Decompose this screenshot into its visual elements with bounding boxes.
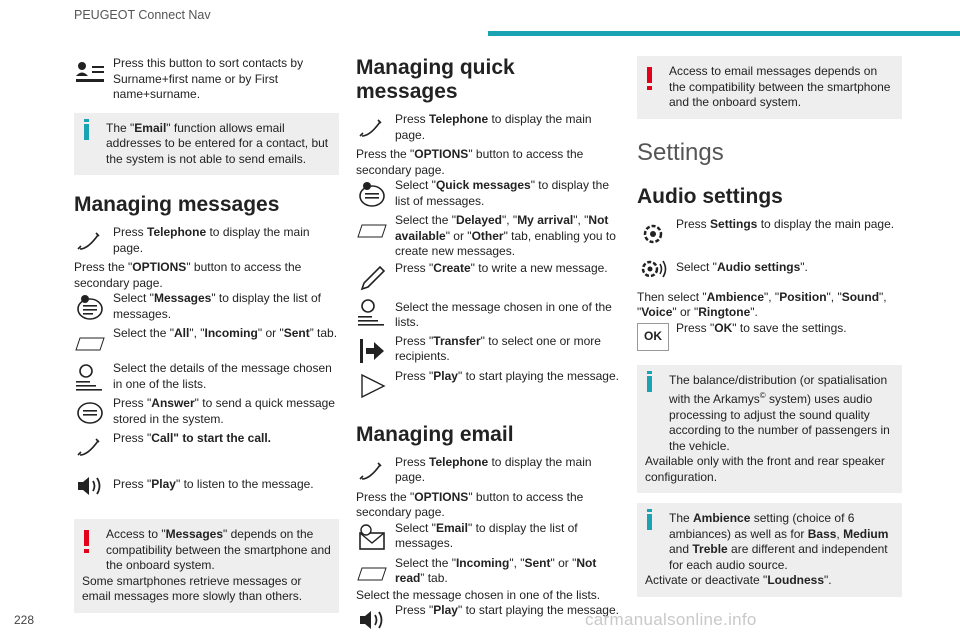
- sort-text: Press this button to sort contacts by Surname+first name or by First name+surname.: [113, 56, 304, 101]
- page-number: 228: [14, 613, 35, 627]
- transfer-arrow-icon: [356, 336, 388, 366]
- heading-managing-messages: Managing messages: [74, 193, 280, 216]
- step-tabs: Select the "All", "Incoming" or "Sent” tab.: [74, 326, 339, 360]
- speaker-icon: [356, 605, 388, 635]
- audio-step-audio-settings: Select "Audio settings".: [637, 252, 902, 286]
- quick-step-create: Press "Create" to write a new message.: [356, 261, 621, 295]
- info-icon: [647, 376, 652, 392]
- column-3: [637, 56, 902, 597]
- email-step-telephone: Press Telephone to display the main page.: [356, 455, 621, 489]
- step-details: Select the details of the message chosen in one of the lists.: [74, 361, 339, 395]
- heading-audio-settings: Audio settings: [637, 184, 783, 208]
- header-title: PEUGEOT Connect Nav: [74, 8, 211, 22]
- tab-icon: [356, 558, 388, 588]
- email-warning-note: Access to email messages depends on the compatibility between the smartphone and the onboard system.: [637, 56, 902, 119]
- email-step-tabs: Select the "Incoming", "Sent" or "Not read” tab.: [356, 556, 621, 587]
- sms-icon: [74, 293, 106, 323]
- call-icon: [74, 433, 106, 463]
- email-info-note: [74, 113, 339, 176]
- quick-message-icon: [356, 180, 388, 210]
- messages-warning-note: Access to "Messages" depends on the compatibility between the smartphone and the onboard system. Some smartphones retrieve messages or email messages more slowly than others.: [74, 519, 339, 613]
- contact-details-icon: [356, 298, 388, 328]
- speaker-icon: [74, 471, 106, 501]
- audio-step-settings: Press Settings to display the main page.: [637, 217, 902, 251]
- ok-button[interactable]: OK: [637, 323, 669, 351]
- audio-then-select: Then select "Ambience", "Position", "Sound", "Voice" or "Ringtone".: [637, 289, 887, 319]
- phone-icon: [74, 227, 106, 257]
- info-icon: [647, 514, 652, 530]
- warning-icon: [84, 530, 89, 546]
- column-1: [74, 56, 339, 613]
- warning-icon: [647, 67, 652, 83]
- heading-quick-messages: Managing quick messages: [356, 56, 515, 103]
- email-step-play: Press "Play" to start playing the message.: [356, 603, 621, 637]
- quick-step-transfer: Press "Transfer" to select one or more recipients.: [356, 334, 621, 368]
- arkamys-info-note: The balance/distribution (or spatialisation with the Arkamys© system) uses audio processing to adjust the sound quality according to the number of passengers in the vehicle. Available only with the front and rear speaker configuration.: [637, 365, 902, 494]
- answer-message-icon: [74, 398, 106, 428]
- audio-step-ok: OK Press "OK" to save the settings.: [637, 321, 902, 355]
- step-messages: Select "Messages" to display the list of messages.: [74, 291, 339, 325]
- step-answer: Press "Answer" to send a quick message stored in the system.: [74, 396, 339, 430]
- pencil-icon: [356, 263, 388, 293]
- tab-icon: [74, 328, 106, 358]
- heading-settings: Settings: [637, 138, 724, 166]
- tab-icon: [356, 215, 388, 245]
- step-play: Press "Play" to listen to the message.: [74, 469, 339, 503]
- phone-icon: [356, 114, 388, 144]
- heading-managing-email: Managing email: [356, 422, 514, 446]
- quick-step-tabs: Select the "Delayed", "My arrival", "Not available" or "Other" tab, enabling you to create new messages.: [356, 213, 621, 260]
- gear-icon: [637, 219, 669, 249]
- quick-step-telephone: Press Telephone to display the main page.: [356, 112, 621, 146]
- audio-gear-icon: [637, 254, 669, 284]
- quick-step-select: Select the message chosen in one of the lists.: [356, 296, 621, 330]
- step-telephone: [74, 225, 339, 259]
- sort-contacts-icon: [74, 58, 106, 88]
- play-icon: [356, 371, 388, 401]
- quick-step-messages: Select "Quick messages" to display the list of messages.: [356, 178, 621, 212]
- step-telephone-text: Press Telephone to display the main page.: [113, 225, 310, 255]
- watermark: carmanualsonline.info: [585, 610, 757, 629]
- email-note-text: The "Email" function allows email addresses to be entered for a contact, but the system is not able to send emails.: [106, 120, 329, 166]
- options-text: Press the "OPTIONS" button to access the secondary page.: [74, 260, 302, 290]
- sort-step: [74, 56, 339, 103]
- contact-details-icon: [74, 363, 106, 393]
- info-icon: [84, 124, 89, 140]
- email-icon: [356, 523, 388, 553]
- ambience-info-note: The Ambience setting (choice of 6 ambiances) as well as for Bass, Medium and Treble are different and independent for each audio source. Activate or deactivate "Loudness".: [637, 503, 902, 597]
- header-accent-bar: [488, 31, 960, 36]
- column-2: Managing quick messages Press Telephone to display the main page. Press the "OPTIONS" button to access the secondary page. Select "Quick messages" to display the list of messages. Select the "Delayed", "My arrival", "Not available" or "Other" tab, enabling you to create new messages. Press "Create" to write a new message. Select the message chosen in one of the lists. Press "Transfer" to select one or more recipients. Press "Play" to start playing the message. Managing email Press Telephone to display the main page. Press the "OPTIONS" button to access the secondary page. Select "Email" to display the list of messages. Select the "Incoming", "Sent" or "Not read” tab. Select the message chosen in one of the lists. Press "Play" to start playing the message.: [356, 56, 621, 638]
- phone-icon: [356, 457, 388, 487]
- step-call: Press "Call" to start the call.: [74, 431, 339, 465]
- email-step-list: Select "Email" to display the list of messages.: [356, 521, 621, 555]
- quick-step-play: Press "Play" to start playing the message.: [356, 369, 621, 403]
